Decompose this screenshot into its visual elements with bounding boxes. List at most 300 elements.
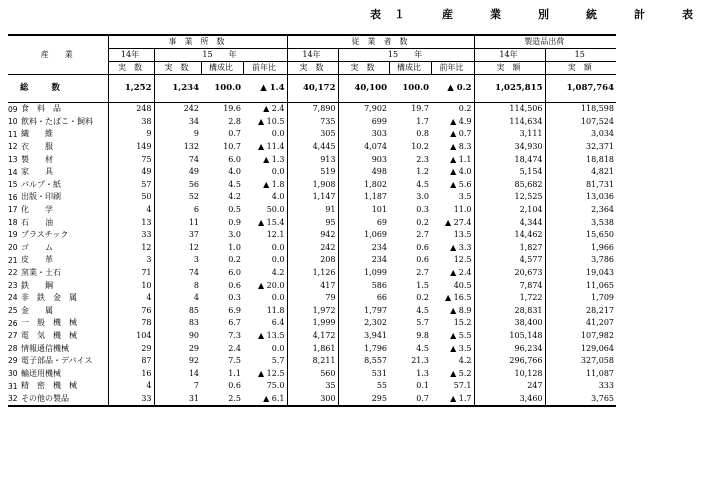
table-row bbox=[8, 166, 616, 179]
table-row bbox=[8, 292, 616, 305]
industry-name: その他の製品 bbox=[21, 393, 69, 403]
total-value: 100.0 bbox=[389, 75, 431, 103]
industry-cell bbox=[8, 103, 108, 116]
table-cell: 9.8 bbox=[416, 330, 429, 340]
table-cell: 28,831 bbox=[474, 305, 545, 318]
table-cell: 38 bbox=[108, 116, 154, 129]
table-cell: ▲ 2.4 bbox=[450, 268, 472, 278]
table-row bbox=[8, 279, 616, 292]
table-cell: ▲ 13.5 bbox=[257, 330, 285, 340]
table-cell: 1,908 bbox=[287, 179, 338, 192]
industry-cell bbox=[8, 342, 108, 355]
table-cell: 913 bbox=[287, 153, 338, 166]
industry-code: 26 bbox=[8, 318, 18, 328]
table-cell: 303 bbox=[338, 128, 389, 141]
table-cell: 1,999 bbox=[287, 317, 338, 330]
table-cell: 903 bbox=[338, 153, 389, 166]
table-cell: 519 bbox=[287, 166, 338, 179]
table-cell: 0.0 bbox=[271, 293, 285, 303]
table-cell: 1,722 bbox=[474, 292, 545, 305]
table-cell: 5,154 bbox=[474, 166, 545, 179]
table-cell: 105,148 bbox=[474, 330, 545, 343]
table-cell: 2,104 bbox=[474, 204, 545, 217]
emp-year15-header: 15 年 bbox=[338, 49, 474, 62]
table-cell: 0.1 bbox=[416, 381, 429, 391]
table-cell: 52 bbox=[154, 191, 201, 204]
table-cell: ▲ 11.4 bbox=[257, 142, 285, 152]
table-cell: ▲ 1.3 bbox=[263, 154, 285, 164]
table-cell: 586 bbox=[338, 279, 389, 292]
table-cell: 735 bbox=[287, 116, 338, 129]
table-cell: 19,043 bbox=[545, 267, 616, 280]
table-row bbox=[8, 342, 616, 355]
table-cell: 560 bbox=[287, 367, 338, 380]
table-cell: ▲ 8.3 bbox=[450, 142, 472, 152]
industry-cell bbox=[8, 367, 108, 380]
industry-cell bbox=[8, 191, 108, 204]
table-cell: 3 bbox=[108, 254, 154, 267]
table-row bbox=[8, 393, 616, 407]
table-row bbox=[8, 355, 616, 368]
industry-cell bbox=[8, 216, 108, 229]
table-cell: 0.0 bbox=[271, 242, 285, 252]
table-cell: 9 bbox=[154, 128, 201, 141]
industry-cell bbox=[8, 355, 108, 368]
shipments-header: 製造品出荷 bbox=[474, 35, 616, 49]
table-cell: 18,818 bbox=[545, 153, 616, 166]
table-cell: 4.5 bbox=[228, 179, 241, 189]
industry-code: 09 bbox=[8, 104, 18, 114]
table-row bbox=[8, 153, 616, 166]
table-cell: 0.3 bbox=[228, 293, 241, 303]
table-row bbox=[8, 380, 616, 393]
emp-year14-header: 14年 bbox=[287, 49, 338, 62]
industry-code: 20 bbox=[8, 243, 18, 253]
table-title: 表１ 産 業 別 統 計 表 bbox=[370, 8, 706, 21]
table-cell: 71 bbox=[108, 267, 154, 280]
table-cell: 2,364 bbox=[545, 204, 616, 217]
industry-code: 29 bbox=[8, 356, 18, 366]
industry-code: 15 bbox=[8, 180, 18, 190]
table-cell: 118,598 bbox=[545, 103, 616, 116]
industry-cell bbox=[8, 279, 108, 292]
table-cell: 1,187 bbox=[338, 191, 389, 204]
table-row bbox=[8, 191, 616, 204]
table-cell: 34,930 bbox=[474, 141, 545, 154]
industry-name: 食 料 品 bbox=[21, 104, 61, 114]
ship-15-amount-header: 実 額 bbox=[545, 62, 616, 75]
table-cell: 32,371 bbox=[545, 141, 616, 154]
table-cell: 6.0 bbox=[228, 154, 241, 164]
table-cell: 3.5 bbox=[458, 192, 472, 202]
table-cell: 1,709 bbox=[545, 292, 616, 305]
table-cell: 0.2 bbox=[416, 217, 429, 227]
table-cell: 2.7 bbox=[416, 230, 429, 240]
table-cell: 75.0 bbox=[266, 381, 285, 391]
table-cell: 2.5 bbox=[201, 393, 243, 407]
table-cell: 300 bbox=[287, 393, 338, 407]
table-cell: 34 bbox=[154, 116, 201, 129]
table-cell: ▲ 1.7 bbox=[431, 393, 474, 407]
table-cell: 132 bbox=[154, 141, 201, 154]
table-cell: 6.9 bbox=[228, 305, 241, 315]
table-cell: ▲ 6.1 bbox=[243, 393, 287, 407]
industry-cell bbox=[8, 179, 108, 192]
table-cell: 11,087 bbox=[545, 367, 616, 380]
table-cell: 11.8 bbox=[266, 305, 285, 315]
table-row bbox=[8, 103, 616, 116]
table-cell: 149 bbox=[108, 141, 154, 154]
est-yoy-header: 前年比 bbox=[243, 62, 287, 75]
industry-code: 11 bbox=[8, 129, 18, 139]
table-cell: 4.0 bbox=[228, 167, 241, 177]
table-cell: 296,766 bbox=[474, 355, 545, 368]
industry-cell bbox=[8, 242, 108, 255]
table-cell: 3.0 bbox=[416, 192, 429, 202]
table-row bbox=[8, 229, 616, 242]
table-cell: 2.3 bbox=[416, 154, 429, 164]
table-cell: 15,650 bbox=[545, 229, 616, 242]
industry-code: 32 bbox=[8, 394, 18, 404]
table-cell: 1,147 bbox=[287, 191, 338, 204]
table-cell: 66 bbox=[338, 292, 389, 305]
table-row bbox=[8, 367, 616, 380]
table-cell: 1,069 bbox=[338, 229, 389, 242]
industry-cell bbox=[8, 116, 108, 129]
establishments-header: 事 業 所 数 bbox=[108, 35, 287, 49]
table-cell: ▲ 0.7 bbox=[450, 129, 472, 139]
table-cell: 8 bbox=[154, 279, 201, 292]
est-share-header: 構成比 bbox=[201, 62, 243, 75]
table-cell: 8,557 bbox=[338, 355, 389, 368]
table-cell: 15.2 bbox=[453, 318, 472, 328]
table-cell: 87 bbox=[108, 355, 154, 368]
table-cell: 3,034 bbox=[545, 128, 616, 141]
table-cell: ▲ 20.0 bbox=[257, 280, 285, 290]
industry-cell bbox=[8, 292, 108, 305]
table-cell: ▲ 5.2 bbox=[450, 368, 472, 378]
table-cell: 4 bbox=[108, 380, 154, 393]
table-cell: 4,172 bbox=[287, 330, 338, 343]
table-cell: 11 bbox=[154, 216, 201, 229]
industry-name: 製 材 bbox=[21, 154, 53, 164]
total-value: 40,172 bbox=[287, 75, 338, 103]
table-cell: 11,065 bbox=[545, 279, 616, 292]
table-cell: 35 bbox=[287, 380, 338, 393]
table-cell: 114,506 bbox=[474, 103, 545, 116]
table-cell: ▲ 16.5 bbox=[444, 293, 472, 303]
table-cell: 3,941 bbox=[338, 330, 389, 343]
table-cell: 1.0 bbox=[228, 242, 241, 252]
emp-share-header: 構成比 bbox=[389, 62, 431, 75]
table-cell: 4.5 bbox=[416, 305, 429, 315]
table-cell: 0.6 bbox=[416, 242, 429, 252]
industry-name: パルプ・紙 bbox=[21, 179, 61, 189]
est-14-count-header: 実 数 bbox=[108, 62, 154, 75]
table-row bbox=[8, 116, 616, 129]
industry-cell bbox=[8, 380, 108, 393]
total-value: 40,100 bbox=[338, 75, 389, 103]
table-cell: 12,525 bbox=[474, 191, 545, 204]
industry-name: ゴ ム bbox=[21, 242, 53, 252]
table-cell: 10 bbox=[108, 279, 154, 292]
table-cell: 78 bbox=[108, 317, 154, 330]
table-cell: 4.2 bbox=[458, 356, 472, 366]
industry-cell bbox=[8, 141, 108, 154]
table-cell: 6.7 bbox=[228, 318, 241, 328]
table-cell: 83 bbox=[154, 317, 201, 330]
table-cell: 0.2 bbox=[458, 104, 472, 114]
table-cell: 242 bbox=[287, 242, 338, 255]
industry-name: 輸送用機械 bbox=[21, 368, 61, 378]
table-cell: 7,902 bbox=[338, 103, 389, 116]
table-cell: 49 bbox=[108, 166, 154, 179]
table-cell: 13.5 bbox=[453, 230, 472, 240]
ship-year14-header: 14年 bbox=[474, 49, 545, 62]
table-cell: ▲ 3.3 bbox=[450, 242, 472, 252]
table-cell: 33 bbox=[108, 393, 154, 407]
industry-cell bbox=[8, 229, 108, 242]
table-cell: 1,099 bbox=[338, 267, 389, 280]
table-cell: 4.5 bbox=[416, 179, 429, 189]
total-value: 1,252 bbox=[108, 75, 154, 103]
table-cell: 13 bbox=[108, 216, 154, 229]
table-cell: 16 bbox=[108, 367, 154, 380]
table-cell: 1,796 bbox=[338, 342, 389, 355]
table-cell: ▲ 12.5 bbox=[257, 368, 285, 378]
industry-code: 22 bbox=[8, 268, 18, 278]
table-cell: 10.7 bbox=[223, 142, 241, 152]
industry-cell bbox=[8, 153, 108, 166]
table-cell: 3 bbox=[154, 254, 201, 267]
industry-code: 30 bbox=[8, 369, 18, 379]
table-cell: 498 bbox=[338, 166, 389, 179]
table-cell: 0.2 bbox=[416, 293, 429, 303]
table-cell: ▲ 27.4 bbox=[444, 217, 472, 227]
total-row bbox=[8, 75, 616, 103]
table-row bbox=[8, 317, 616, 330]
industry-cell bbox=[8, 128, 108, 141]
table-cell: 0.2 bbox=[228, 255, 241, 265]
table-cell: 29 bbox=[154, 342, 201, 355]
industry-code: 28 bbox=[8, 343, 18, 353]
table-cell: 29 bbox=[108, 342, 154, 355]
table-cell: 107,524 bbox=[545, 116, 616, 129]
table-cell: 7.3 bbox=[228, 330, 241, 340]
table-cell: 4 bbox=[108, 204, 154, 217]
industry-code: 24 bbox=[8, 293, 18, 303]
table-cell: 3.0 bbox=[228, 230, 241, 240]
table-cell: 0.7 bbox=[228, 129, 241, 139]
industry-code: 12 bbox=[8, 142, 18, 152]
industry-name: 電子部品・デバイス bbox=[21, 356, 93, 366]
table-cell: 37 bbox=[154, 229, 201, 242]
table-cell: 9 bbox=[108, 128, 154, 141]
table-row bbox=[8, 254, 616, 267]
industry-code: 25 bbox=[8, 306, 18, 316]
table-cell: 85,682 bbox=[474, 179, 545, 192]
table-cell: 4 bbox=[108, 292, 154, 305]
table-cell: 2.7 bbox=[416, 268, 429, 278]
table-cell: 247 bbox=[474, 380, 545, 393]
table-cell: 50.0 bbox=[266, 205, 285, 215]
table-cell: ▲ 5.6 bbox=[450, 179, 472, 189]
table-cell: 49 bbox=[154, 166, 201, 179]
table-cell: 40.5 bbox=[453, 280, 472, 290]
table-cell: 248 bbox=[108, 103, 154, 116]
industry-code: 13 bbox=[8, 154, 18, 164]
table-cell: 90 bbox=[154, 330, 201, 343]
industry-name: 石 油 bbox=[21, 217, 53, 227]
table-cell: 4,821 bbox=[545, 166, 616, 179]
table-cell: 76 bbox=[108, 305, 154, 318]
industry-cell bbox=[8, 267, 108, 280]
table-cell: 74 bbox=[154, 267, 201, 280]
table-cell: 699 bbox=[338, 116, 389, 129]
table-cell: 31 bbox=[154, 393, 201, 407]
table-cell: 14,462 bbox=[474, 229, 545, 242]
table-cell: 33 bbox=[108, 229, 154, 242]
table-cell: 0.3 bbox=[416, 205, 429, 215]
table-cell: 5.7 bbox=[416, 318, 429, 328]
table-cell: 10.2 bbox=[411, 142, 429, 152]
table-cell: 1,972 bbox=[287, 305, 338, 318]
industry-code: 27 bbox=[8, 331, 18, 341]
table-cell: 104 bbox=[108, 330, 154, 343]
emp-14-count-header: 実 数 bbox=[287, 62, 338, 75]
table-cell: 1.1 bbox=[228, 368, 241, 378]
table-cell: 13,036 bbox=[545, 191, 616, 204]
table-cell: 7.5 bbox=[228, 356, 241, 366]
table-cell: 21.3 bbox=[411, 356, 429, 366]
table-cell: ▲ 8.9 bbox=[450, 305, 472, 315]
industry-code: 31 bbox=[8, 381, 18, 391]
table-cell: 12 bbox=[108, 242, 154, 255]
table-cell: 12 bbox=[154, 242, 201, 255]
table-cell: 56 bbox=[154, 179, 201, 192]
industry-code: 10 bbox=[8, 117, 18, 127]
table-cell: 242 bbox=[154, 103, 201, 116]
table-cell: 4.5 bbox=[416, 343, 429, 353]
table-cell: ▲ 15.4 bbox=[257, 217, 285, 227]
table-cell: 4.2 bbox=[271, 268, 285, 278]
total-label: 総 数 bbox=[8, 75, 108, 103]
table-cell: 0.0 bbox=[271, 343, 285, 353]
industry-name: 家 具 bbox=[21, 167, 53, 177]
table-cell: 8,211 bbox=[287, 355, 338, 368]
industry-statistics-table bbox=[8, 34, 616, 407]
table-cell: 3,765 bbox=[545, 393, 616, 407]
table-cell: 0.6 bbox=[416, 255, 429, 265]
industry-code: 14 bbox=[8, 167, 18, 177]
table-cell: 14 bbox=[154, 367, 201, 380]
table-row bbox=[8, 267, 616, 280]
total-value: ▲ 0.2 bbox=[431, 75, 474, 103]
table-cell: 18,474 bbox=[474, 153, 545, 166]
industry-header: 産 業 bbox=[8, 35, 108, 75]
table-cell: 38,400 bbox=[474, 317, 545, 330]
table-cell: 4,344 bbox=[474, 216, 545, 229]
table-cell: 79 bbox=[287, 292, 338, 305]
industry-name: 金 属 bbox=[21, 305, 53, 315]
emp-15-count-header: 実 数 bbox=[338, 62, 389, 75]
table-cell: 50 bbox=[108, 191, 154, 204]
table-cell: ▲ 3.5 bbox=[450, 343, 472, 353]
table-cell: 101 bbox=[338, 204, 389, 217]
est-15-count-header: 実 数 bbox=[154, 62, 201, 75]
table-cell: 74 bbox=[154, 153, 201, 166]
table-cell: 1,966 bbox=[545, 242, 616, 255]
table-cell: 95 bbox=[287, 216, 338, 229]
table-row bbox=[8, 242, 616, 255]
industry-cell bbox=[8, 330, 108, 343]
table-cell: ▲ 10.5 bbox=[257, 116, 285, 126]
table-cell: 107,982 bbox=[545, 330, 616, 343]
industry-name: 情報通信機械 bbox=[21, 343, 69, 353]
table-cell: ▲ 4.0 bbox=[450, 167, 472, 177]
industry-name: プラスチック bbox=[21, 230, 69, 240]
table-cell: 6.0 bbox=[228, 268, 241, 278]
table-cell: 305 bbox=[287, 128, 338, 141]
table-row bbox=[8, 204, 616, 217]
industry-cell bbox=[8, 393, 108, 407]
table-cell: 7 bbox=[154, 380, 201, 393]
table-cell: 7,874 bbox=[474, 279, 545, 292]
table-cell: ▲ 4.9 bbox=[450, 116, 472, 126]
table-cell: 91 bbox=[287, 204, 338, 217]
ship-year15-header: 15 bbox=[545, 49, 616, 62]
table-cell: 1.5 bbox=[416, 280, 429, 290]
table-cell: ▲ 2.4 bbox=[263, 104, 285, 114]
table-cell: 2.4 bbox=[228, 343, 241, 353]
table-cell: 10,128 bbox=[474, 367, 545, 380]
table-cell: 20,673 bbox=[474, 267, 545, 280]
table-cell: ▲ 1.8 bbox=[263, 179, 285, 189]
table-cell: 85 bbox=[154, 305, 201, 318]
table-cell: 69 bbox=[338, 216, 389, 229]
table-cell: 1.7 bbox=[416, 116, 429, 126]
table-cell: 19.7 bbox=[411, 104, 429, 114]
table-cell: 0.5 bbox=[228, 205, 241, 215]
industry-code: 19 bbox=[8, 230, 18, 240]
industry-cell bbox=[8, 254, 108, 267]
industry-name: 非 鉄 金 属 bbox=[21, 293, 77, 303]
industry-name: 衣 服 bbox=[21, 142, 53, 152]
table-cell: 4,074 bbox=[338, 141, 389, 154]
total-value: ▲ 1.4 bbox=[243, 75, 287, 103]
table-cell: 0.9 bbox=[228, 217, 241, 227]
table-cell: 0.0 bbox=[271, 129, 285, 139]
industry-name: 繊 維 bbox=[21, 129, 53, 139]
industry-name: 鉄 鋼 bbox=[21, 280, 53, 290]
ship-14-amount-header: 実 額 bbox=[474, 62, 545, 75]
table-row bbox=[8, 128, 616, 141]
table-row bbox=[8, 179, 616, 192]
table-cell: 57 bbox=[108, 179, 154, 192]
employees-header: 従 業 者 数 bbox=[287, 35, 474, 49]
industry-code: 17 bbox=[8, 205, 18, 215]
emp-yoy-header: 前年比 bbox=[431, 62, 474, 75]
table-cell: 4,445 bbox=[287, 141, 338, 154]
table-cell: 4.2 bbox=[228, 192, 241, 202]
table-cell: 2.8 bbox=[228, 116, 241, 126]
table-cell: 0.0 bbox=[271, 255, 285, 265]
table-cell: ▲ 5.5 bbox=[450, 330, 472, 340]
industry-name: 窯業・土石 bbox=[21, 268, 61, 278]
industry-code: 23 bbox=[8, 280, 18, 290]
table-cell: ▲ 1.1 bbox=[450, 154, 472, 164]
industry-name: 皮 革 bbox=[21, 255, 53, 265]
